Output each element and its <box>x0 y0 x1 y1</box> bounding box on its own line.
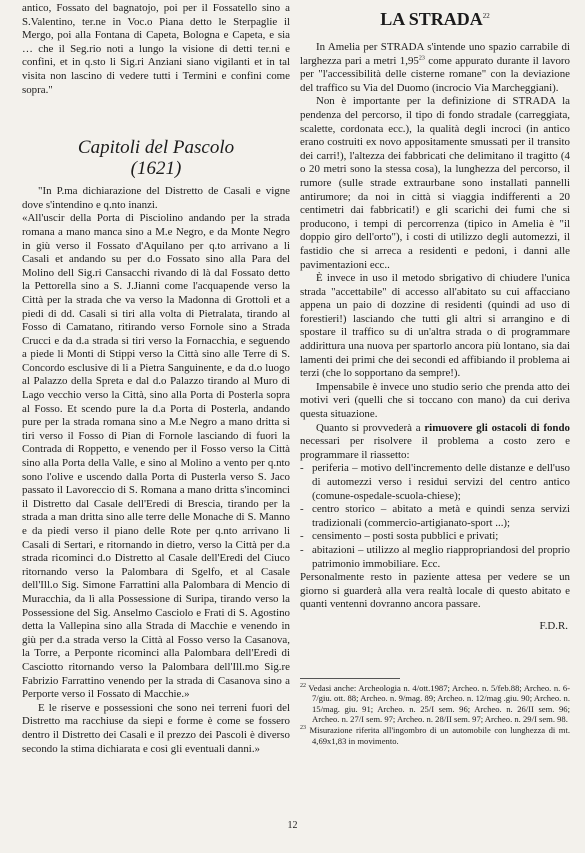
list-item-text: periferia – motivo dell'incremento delle distanze e dell'uso di automezzi verso i residui servizi del centro antico (comune-ospedale-scuola-chiese); <box>312 462 570 502</box>
section-title-capitoli: Capitoli del Pascolo <box>77 137 235 159</box>
paragraph-pendenza: Non è importante per la definizione di STRADA la pendenza del percorso, il tipo di fondo stradale (carreggiata, scalette, cordonata ecc.), la qualità degli incroci (in antico erano costruiti ex novo appositamente smussati per il transito dei carri!), l'altezza dei fabbricati che delimitano il tragitto (4 o 20 metri sono la stessa cosa), la lunghezza del percorso, il rumore (sulle strade extraurbane sono installati pannelli antirumore; da noi in città si viaggia indifferenti a 20 centimetri dai fabbricati!) e gli scarichi dei fumi che si producono, i tempi di percorrenza (tipico in Amelia è "il doppio giro dell'orto"), i costi di utilizzo degli automezzi, il fastidio che si arreca a residenti e pedoni, i danni alle pavimentazioni ecc.. <box>300 95 570 271</box>
article-title <box>300 6 570 29</box>
riassetto-list <box>300 462 570 571</box>
paragraph-rimuovere-cont: necessari per risolvere il problema a costo zero e programmare il riassetto: <box>300 435 570 461</box>
list-item <box>300 530 570 544</box>
list-item <box>300 544 570 571</box>
list-dash: - <box>300 530 304 543</box>
paragraph-definizione-text: In Amelia per STRADA s'intende uno spazio carrabile di larghezza pari a metri 1,95 <box>300 41 570 67</box>
title-footnote-ref: 22 <box>482 12 490 20</box>
footnote-22-text: Vedasi anche: Archeologia n. 4/ott.1987; Archeo. n. 5/feb.88; Archeo. n. 6-7/giu. ott. 88; Archeo. n. 9/mag. 89; Archeo. n. 12/mag .giu. 90; Archeo. n. 15/mag. giu. 91; Archeo. n. 25/I sem. 96; Archeo. n. 26/II sem. 96; Archeo. n. 27/I sem. 97; Archeo. n. 28/II sem. 97; Archeo. n. 29/I sem. 98. <box>308 682 570 725</box>
footnote-divider <box>300 678 400 679</box>
paragraph-rimuovere <box>300 422 570 463</box>
footnote-23-text: Misurazione riferita all'ingombro di un automobile con lunghezza di mt. 4,69x1,83 in movimento. <box>309 724 571 746</box>
author-signature: F.D.R. <box>539 619 568 632</box>
footnotes <box>300 683 570 747</box>
closing-paragraph: Personalmente resto in paziente attesa per vedere se un giorno si guarderà alla vera realtà locale di questo abitato e quanti ventenni dovranno ancora passare. <box>300 571 570 611</box>
section-title-year: (1621) <box>130 158 182 180</box>
article-title-text: LA STRADA <box>380 9 483 29</box>
paragraph-rimuovere-text: Quanto si provvederà a <box>316 421 425 434</box>
left-column <box>22 0 290 756</box>
paragraph-metodo: È invece in uso il metodo sbrigativo di chiudere l'unica strada "accettabile" di accesso all'abitato su cui affacciano appena un paio di dozzine di residenti (quindi ad uso di forestieri!) lasciando che tutti gli altri si arrangino e di spostare il traffico su di un'altra strada o di programmare addirittura una nuova per spartorlo ancora più lontano, sia dai lamenti dei primi che dei secondi ed affibiando il problema ai terzi (che lo sopportano da sempre!). <box>300 272 570 380</box>
footnote-22 <box>300 683 570 725</box>
list-item-text: centro storico – abitato a metà e quindi senza servizi tradizionali (commercio-artigianato-sport ...); <box>312 503 570 529</box>
footnote-number-23: 23 <box>300 725 306 732</box>
list-dash: - <box>300 462 304 475</box>
paragraph-riserve: E le riserve e possessioni che sono nei terreni fuori del Distretto ma racchiuse da siepi e forme è come se fossero dentro il Distretto dei Casali e il prezzo dei Pascoli è diverso secondo la stima dichiarata e così gli eventuali danni.» <box>22 701 290 755</box>
bold-phrase: rimuovere gli ostacoli di fondo <box>424 421 570 434</box>
paragraph-dichiarazione: "In P.ma dichiarazione del Distretto de Casali e vigne dove s'intendino e q.nto inanzi. <box>22 185 290 211</box>
list-item <box>300 503 570 530</box>
page-number: 12 <box>287 820 298 831</box>
list-dash: - <box>300 543 304 556</box>
footnote-number-22: 22 <box>300 682 306 689</box>
footnote-ref-23: 23 <box>418 54 425 61</box>
paragraph-definizione-cont: come appurato durante il lavoro per "l'accessibilità delle cisterne romane" con la deviazione del traffico su Via del Duomo (incrocio Via Marcheggiani). <box>300 54 570 94</box>
paragraph-confini: «All'uscir della Porta di Pisciolino andando per la strada romana a mano manca sino a M.e Negro, e da Monte Negro in giù verso il Fossato d'Aquilano per q.to arrivano a li Casali et andando su per d.o Fossato sino alla Para del Molino dell Sig.ri Cansacchi rivando di là dal Fossato detto la Pettorella sino a S. J.Jianni come l'acquapende verso la Città per la strada che va verso la Madonna di Grottoli et a piedi di dd. Casali si tiri alla volta di Pietralata, tirando al Fosso di Camatano, ritirando verso Fornole sino a Strada Crucci e da d.a strada si tiri verso la Fornacchia, e seguendo a piede li Monti di Stippi verso la Città sino alle Terre di S. Concordo esclusive di li a Pietra Sanguinente, e da d.o luogo al Palazzo della Spreta e dal d.o Palazzo tirando al Muro di Lago vecchio verso la Città, sino alla Porta di Posterla sopra al Fosso. Et scendo pure la d.a Porta di Posterla, andando pure per la strada romana sino a M.e Negro a mano dritta si tiri verso il Fosso di Pian di Fornole lasciando di fuori la Contrada di Roppetto, e venendo per il Fosso verso la Città sino alla Porta della Valle, e sino al Molino a vento per q.nto sono l'olive e uscendo dalla Porta di Pusterla verso S. Jaco passato il Lavoreccio di S. Romana a mano dritta s'incominci il Distretto dal Casale dell'Eredi di Brescia, tirando per la strada a man dritta sino alle terre delle Monache di S. Manno e da piedi verso il piano delle Rote per q.nto arrivano li Casali di Sertari, e ritornando in dietro, verso la Città per d.a strada ricominci d.o Distretto al Casale dell'Eredi del Ciuco ritornando verso la Palombara di Sgelfo, et al Casale dell'Ill.o Sig. Simone Farrattini alla Palombara di Mencio di Muracchia, da lì alla Possessione di Suripa, tirando verso la Possessione del Sig. Anselmo Casciolo e Frati di S. Agostino detta la Vallepina sino alla Strada di Macchie e venendo in giù per d.a strada verso la Città al Fosso verso la Casanova, la Torre, a Perponte ricominci alla Palombara dell'Eredi di Casciotto ritornando verso la Palombara dell'Ill.mo Sig.re Fabrizio Farrattino venendo per la strada di Casanova sino a Perporte verso il Fossato di Macchie.» <box>22 212 290 701</box>
paragraph-definizione <box>300 41 570 95</box>
list-item-text: abitazioni – utilizzo al meglio riappropriandosi del proprio patrimonio immobiliare. Ecc. <box>312 543 570 570</box>
list-item-text: censimento – posti sosta pubblici e privati; <box>312 530 499 543</box>
footnote-23 <box>300 725 570 746</box>
list-dash: - <box>300 503 304 516</box>
paragraph-impensabile: Impensabile è invece uno studio serio che prenda atto dei motivi veri (quelli che si toccano con mano) da cui deriva questa situazione. <box>300 380 570 421</box>
intro-paragraph: antico, Fossato del bagnatojo, poi per il Fossatello sino a S.Valentino, ter.ne in Voc.o Piana detto le Sterpaglie il Mergo, poi alla Fontana di Capeta, Bologna e Capeta, e sia … che il Seg.rio noti a lungo la visione di detti ter.ni e confini, et in q.sto li Sig.ri Anziani siano vigilanti et in tal visita non lascino di vedere tutti i Termini e confini come sopra." <box>22 2 290 96</box>
list-item <box>300 462 570 503</box>
right-column <box>300 0 570 746</box>
